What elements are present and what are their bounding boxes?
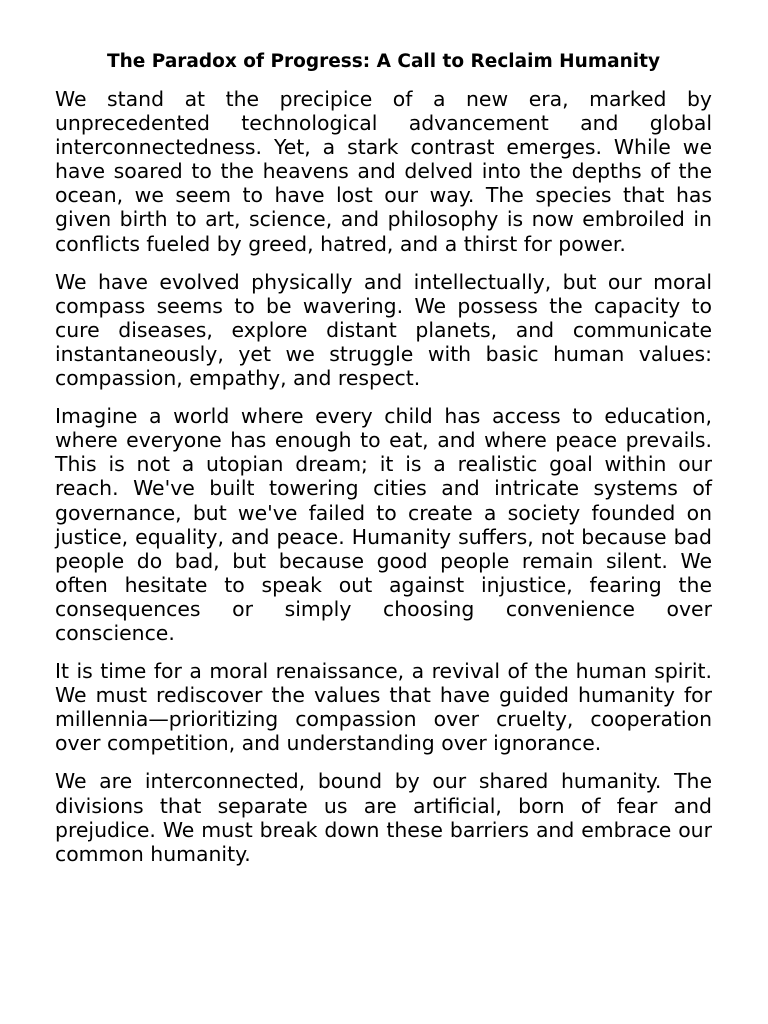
paragraph-5: We are interconnected, bound by our shared humanity. The divisions that separate us are artificial, born of fear and prejudice. We must break down these barriers and embrace our common humanity. xyxy=(55,769,712,866)
paragraph-1: We stand at the precipice of a new era, marked by unprecedented technological advancement and global interconnectedness. Yet, a stark contrast emerges. While we have soared to the heavens and delved into the depths of the ocean, we seem to have lost our way. The species that has given birth to art, science, and philosophy is now embroiled in conflicts fueled by greed, hatred, and a thirst for power. xyxy=(55,87,712,256)
paragraph-3: Imagine a world where every child has access to education, where everyone has enough to eat, and where peace prevails. This is not a utopian dream; it is a realistic goal within our reach. We've built towering cities and intricate systems of governance, but we've failed to create a society founded on justice, equality, and peace. Humanity suffers, not because bad people do bad, but because good people remain silent. We often hesitate to speak out against injustice, fearing the consequences or simply choosing convenience over conscience. xyxy=(55,404,712,645)
paragraph-4: It is time for a moral renaissance, a revival of the human spirit. We must rediscover the values that have guided humanity for millennia—prioritizing compassion over cruelty, cooperation over competition, and understanding over ignorance. xyxy=(55,659,712,756)
paragraph-2: We have evolved physically and intellectually, but our moral compass seems to be wavering. We possess the capacity to cure diseases, explore distant planets, and communicate instantaneously, yet we struggle with basic human values: compassion, empathy, and respect. xyxy=(55,269,712,391)
document-page xyxy=(55,50,712,880)
document-title: The Paradox of Progress: A Call to Reclaim Humanity xyxy=(106,51,661,72)
